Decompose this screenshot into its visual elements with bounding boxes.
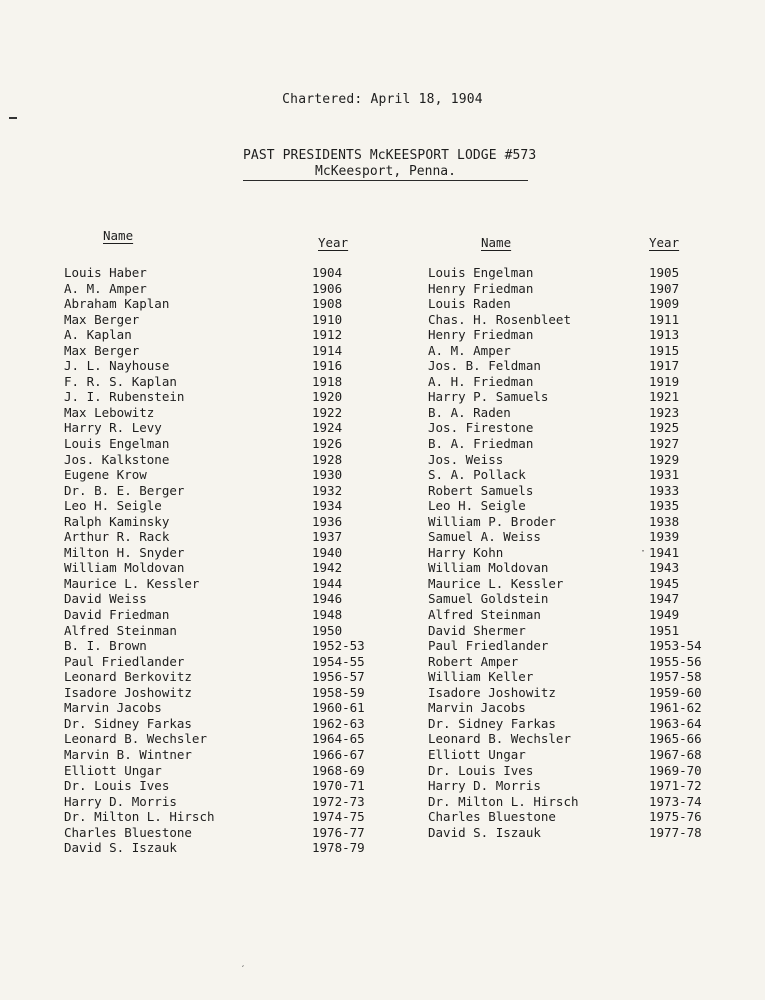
- president-year: 1907: [649, 280, 680, 296]
- president-name: Isadore Joshowitz: [64, 684, 192, 700]
- president-name: Dr. Sidney Farkas: [64, 715, 192, 731]
- president-year: 1938: [649, 513, 680, 529]
- president-name: David Weiss: [64, 591, 147, 607]
- president-name: S. A. Pollack: [428, 467, 526, 483]
- president-name: Leonard Berkovitz: [64, 669, 192, 685]
- president-name: A. Kaplan: [64, 327, 132, 343]
- president-year: 1909: [649, 296, 680, 312]
- president-year: 1942: [312, 560, 343, 576]
- president-name: A. M. Amper: [428, 342, 511, 358]
- president-year: 1922: [312, 404, 343, 420]
- president-year: 1959-60: [649, 684, 702, 700]
- president-year: 1952-53: [312, 638, 365, 654]
- president-name: J. L. Nayhouse: [64, 358, 170, 374]
- president-year: 1958-59: [312, 684, 365, 700]
- president-name: Alfred Steinman: [428, 607, 541, 623]
- president-year: 1973-74: [649, 793, 702, 809]
- president-year: 1930: [312, 467, 343, 483]
- president-name: Louis Engelman: [428, 265, 534, 280]
- president-year: 1965-66: [649, 731, 702, 747]
- president-year: 1934: [312, 498, 343, 514]
- president-name: Louis Haber: [64, 265, 147, 280]
- president-name: Samuel Goldstein: [428, 591, 549, 607]
- header-name-left: Name: [103, 228, 134, 243]
- president-name: Max Berger: [64, 311, 140, 327]
- president-year: 1972-73: [312, 793, 365, 809]
- president-year: 1946: [312, 591, 343, 607]
- president-name: Charles Bluestone: [64, 824, 192, 840]
- president-year: 1918: [312, 373, 343, 389]
- president-year: 1975-76: [649, 809, 702, 825]
- president-name: Louis Engelman: [64, 436, 170, 452]
- president-year: 1927: [649, 436, 680, 452]
- stray-mark: ˊ: [240, 965, 247, 976]
- president-name: William Moldovan: [428, 560, 549, 576]
- president-name: Leo H. Seigle: [428, 498, 526, 514]
- president-year: 1923: [649, 404, 680, 420]
- president-year: 1951: [649, 622, 680, 638]
- president-year: 1905: [649, 265, 680, 280]
- president-year: 1969-70: [649, 762, 702, 778]
- president-year: 1917: [649, 358, 680, 374]
- president-name: Jos. Weiss: [428, 451, 504, 467]
- president-name: Leonard B. Wechsler: [64, 731, 207, 747]
- president-year: 1948: [312, 607, 343, 623]
- header-year-left: Year: [318, 235, 349, 250]
- president-year: 1916: [312, 358, 343, 374]
- president-year: 1937: [312, 529, 343, 545]
- header-year-right: Year: [649, 235, 680, 250]
- president-name: Paul Friedlander: [64, 653, 185, 669]
- president-year: 1963-64: [649, 715, 702, 731]
- president-name: Elliott Ungar: [64, 762, 162, 778]
- president-name: Dr. Milton L. Hirsch: [64, 809, 215, 825]
- president-name: Harry D. Morris: [64, 793, 177, 809]
- president-name: Robert Samuels: [428, 482, 534, 498]
- margin-mark: [9, 117, 17, 119]
- president-year: 1976-77: [312, 824, 365, 840]
- president-name: Abraham Kaplan: [64, 296, 170, 312]
- president-name: Leonard B. Wechsler: [428, 731, 571, 747]
- president-year: 1967-68: [649, 746, 702, 762]
- president-name: Harry Kohn: [428, 544, 504, 560]
- president-name: Isadore Joshowitz: [428, 684, 556, 700]
- president-name: B. I. Brown: [64, 638, 147, 654]
- president-year: 1919: [649, 373, 680, 389]
- president-year: 1970-71: [312, 778, 365, 794]
- president-year: 1926: [312, 436, 343, 452]
- left-years-column: [312, 265, 365, 856]
- president-name: Max Lebowitz: [64, 404, 155, 420]
- president-year: 1928: [312, 451, 343, 467]
- president-name: Elliott Ungar: [428, 746, 526, 762]
- president-year: 1955-56: [649, 653, 702, 669]
- president-name: A. M. Amper: [64, 280, 147, 296]
- president-year: 1914: [312, 342, 343, 358]
- president-name: Jos. Kalkstone: [64, 451, 170, 467]
- chartered-date: Chartered: April 18, 1904: [282, 92, 483, 107]
- president-name: William Moldovan: [64, 560, 185, 576]
- president-name: Dr. Louis Ives: [428, 762, 534, 778]
- president-name: A. H. Friedman: [428, 373, 534, 389]
- president-year: 1940: [312, 544, 343, 560]
- president-name: Chas. H. Rosenbleet: [428, 311, 571, 327]
- president-year: 1974-75: [312, 809, 365, 825]
- president-name: Louis Raden: [428, 296, 511, 312]
- president-name: Eugene Krow: [64, 467, 147, 483]
- president-year: 1962-63: [312, 715, 365, 731]
- document-subtitle: McKeesport, Penna.: [243, 164, 528, 181]
- president-name: B. A. Friedman: [428, 436, 534, 452]
- president-name: William P. Broder: [428, 513, 556, 529]
- president-year: 1925: [649, 420, 680, 436]
- president-name: B. A. Raden: [428, 404, 511, 420]
- president-name: Dr. Sidney Farkas: [428, 715, 556, 731]
- president-year: 1904: [312, 265, 343, 280]
- president-year: 1939: [649, 529, 680, 545]
- president-name: Samuel A. Weiss: [428, 529, 541, 545]
- president-year: 1978-79: [312, 840, 365, 856]
- president-name: Henry Friedman: [428, 280, 534, 296]
- president-name: David S. Iszauk: [64, 840, 177, 856]
- president-year: 1912: [312, 327, 343, 343]
- president-year: 1956-57: [312, 669, 365, 685]
- title-block: [243, 148, 537, 181]
- president-name: Maurice L. Kessler: [64, 575, 200, 591]
- president-name: Arthur R. Rack: [64, 529, 170, 545]
- president-name: David Friedman: [64, 607, 170, 623]
- president-year: 1906: [312, 280, 343, 296]
- president-name: Dr. B. E. Berger: [64, 482, 185, 498]
- president-year: 1961-62: [649, 700, 702, 716]
- president-year: 1931: [649, 467, 680, 483]
- president-name: Jos. B. Feldman: [428, 358, 541, 374]
- president-name: William Keller: [428, 669, 534, 685]
- president-year: 1950: [312, 622, 343, 638]
- president-year: 1920: [312, 389, 343, 405]
- president-name: Marvin B. Wintner: [64, 746, 192, 762]
- president-year: 1968-69: [312, 762, 365, 778]
- president-year: 1954-55: [312, 653, 365, 669]
- president-year: 1953-54: [649, 638, 702, 654]
- president-year: 1947: [649, 591, 680, 607]
- president-name: Marvin Jacobs: [64, 700, 162, 716]
- president-name: Charles Bluestone: [428, 809, 556, 825]
- president-name: Maurice L. Kessler: [428, 575, 564, 591]
- president-year: 1936: [312, 513, 343, 529]
- president-name: Jos. Firestone: [428, 420, 534, 436]
- president-name: David Shermer: [428, 622, 526, 638]
- president-name: Henry Friedman: [428, 327, 534, 343]
- stray-mark: ·: [640, 546, 647, 557]
- president-year: 1960-61: [312, 700, 365, 716]
- president-name: Harry P. Samuels: [428, 389, 549, 405]
- president-year: 1911: [649, 311, 680, 327]
- president-year: 1944: [312, 575, 343, 591]
- president-year: 1949: [649, 607, 680, 623]
- president-name: Harry D. Morris: [428, 778, 541, 794]
- president-name: Dr. Milton L. Hirsch: [428, 793, 579, 809]
- president-year: 1913: [649, 327, 680, 343]
- right-names-column: [428, 265, 579, 840]
- president-year: 1932: [312, 482, 343, 498]
- president-year: 1933: [649, 482, 680, 498]
- president-year: 1935: [649, 498, 680, 514]
- president-name: Leo H. Seigle: [64, 498, 162, 514]
- president-name: Harry R. Levy: [64, 420, 162, 436]
- president-name: Alfred Steinman: [64, 622, 177, 638]
- president-year: 1941: [649, 544, 680, 560]
- president-name: Max Berger: [64, 342, 140, 358]
- header-name-right: Name: [481, 235, 512, 250]
- president-name: Marvin Jacobs: [428, 700, 526, 716]
- president-year: 1957-58: [649, 669, 702, 685]
- president-name: Ralph Kaminsky: [64, 513, 170, 529]
- president-name: Paul Friedlander: [428, 638, 549, 654]
- president-name: Dr. Louis Ives: [64, 778, 170, 794]
- president-name: Robert Amper: [428, 653, 519, 669]
- president-name: F. R. S. Kaplan: [64, 373, 177, 389]
- president-year: 1915: [649, 342, 680, 358]
- president-year: 1929: [649, 451, 680, 467]
- president-name: Milton H. Snyder: [64, 544, 185, 560]
- president-year: 1964-65: [312, 731, 365, 747]
- president-year: 1977-78: [649, 824, 702, 840]
- president-name: David S. Iszauk: [428, 824, 541, 840]
- president-year: 1943: [649, 560, 680, 576]
- document-title: PAST PRESIDENTS McKEESPORT LODGE #573: [243, 148, 537, 163]
- right-years-column: [649, 265, 702, 840]
- president-year: 1971-72: [649, 778, 702, 794]
- president-year: 1945: [649, 575, 680, 591]
- president-year: 1924: [312, 420, 343, 436]
- president-year: 1966-67: [312, 746, 365, 762]
- president-name: J. I. Rubenstein: [64, 389, 185, 405]
- left-names-column: [64, 265, 215, 856]
- president-year: 1910: [312, 311, 343, 327]
- president-year: 1921: [649, 389, 680, 405]
- president-year: 1908: [312, 296, 343, 312]
